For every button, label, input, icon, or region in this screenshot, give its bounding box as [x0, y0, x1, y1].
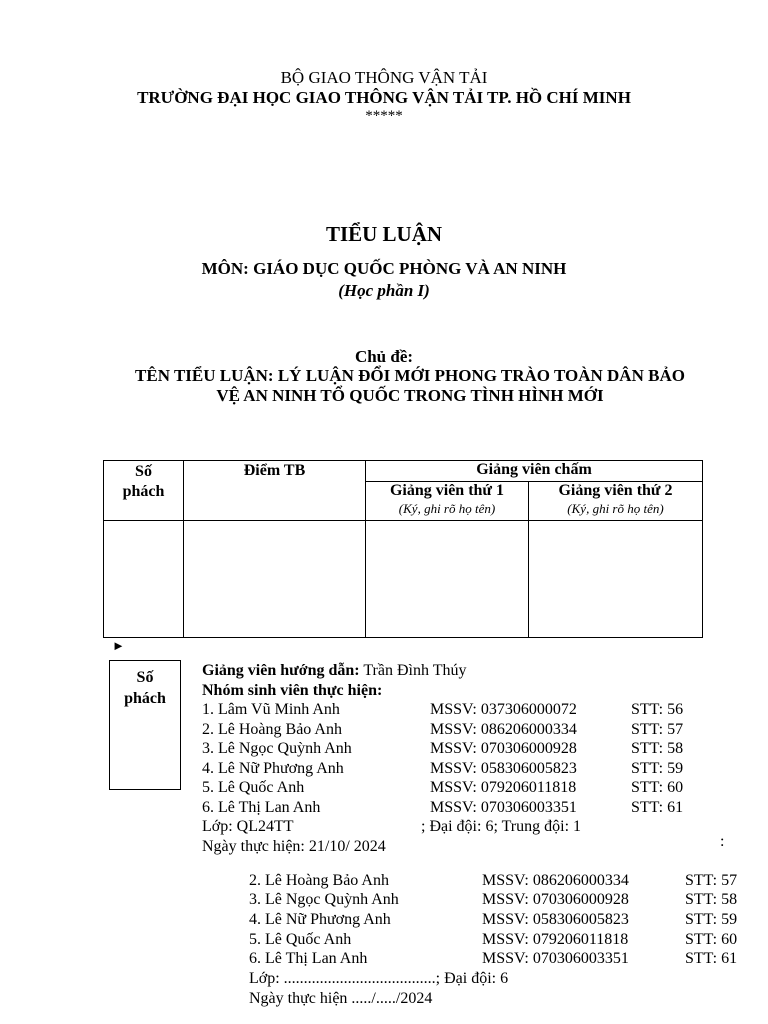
document-title: TIỂU LUẬN — [325, 222, 443, 246]
student-mssv: MSSV: 058306005823 — [430, 760, 577, 777]
group-label: Nhóm sinh viên thực hiện: — [202, 682, 383, 699]
student-name: 3. Lê Ngọc Quỳnh Anh — [202, 740, 352, 757]
subject-line: MÔN: GIÁO DỤC QUỐC PHÒNG VÀ AN NINH — [201, 259, 567, 278]
student-stt: STT: 57 — [631, 721, 684, 738]
gv1-sign-note: (Ký, ghi rõ họ tên) — [398, 501, 496, 517]
topic-title — [110, 366, 710, 406]
advisor-line — [202, 661, 466, 681]
cell-gv2 — [529, 521, 703, 638]
cell-diem-tb — [184, 521, 366, 638]
gv1-label: Giảng viên thứ 1 — [389, 482, 505, 500]
student-mssv: MSSV: 079206011818 — [430, 779, 577, 796]
ministry-name: BỘ GIAO THÔNG VẬN TẢI — [280, 68, 488, 87]
student-mssv: MSSV: 070306003351 — [482, 950, 629, 967]
student-stt: STT: 56 — [631, 701, 684, 718]
student-name: 6. Lê Thị Lan Anh — [249, 950, 368, 967]
student-stt: STT: 60 — [631, 779, 684, 796]
cell-gv1 — [366, 521, 529, 638]
student-name: 5. Lê Quốc Anh — [249, 931, 352, 948]
so-phach-box — [109, 660, 181, 790]
topic-line-2: VỆ AN NINH TỔ QUỐC TRONG TÌNH HÌNH MỚI — [216, 386, 604, 405]
stray-colon: : — [720, 833, 725, 850]
part-line: (Học phần I) — [338, 281, 430, 300]
student-mssv: MSSV: 070306003351 — [430, 799, 577, 816]
student-name: 5. Lê Quốc Anh — [202, 779, 305, 796]
student-name: 3. Lê Ngọc Quỳnh Anh — [249, 891, 399, 908]
header-so-phach — [104, 461, 184, 521]
student-stt: STT: 57 — [685, 872, 738, 889]
duplicate-class-line: Lớp: ......................................; Đại đội: 6 — [249, 970, 509, 987]
class-line: Lớp: QL24TT — [202, 818, 294, 835]
arrow-marker: ► — [112, 638, 125, 653]
student-name: 2. Lê Hoàng Bảo Anh — [249, 872, 389, 889]
student-mssv: MSSV: 086206000334 — [430, 721, 577, 738]
gv2-sign-note: (Ký, ghi rõ họ tên) — [567, 501, 664, 517]
student-stt: STT: 61 — [685, 950, 738, 967]
header-gv2 — [529, 482, 703, 521]
so-phach-box-line2: phách — [124, 690, 166, 707]
student-name: 4. Lê Nữ Phương Anh — [202, 760, 344, 777]
so-phach-box-line1: Số — [136, 669, 154, 686]
student-name: 6. Lê Thị Lan Anh — [202, 799, 321, 816]
header-diem-tb: Điểm TB — [184, 461, 366, 521]
student-mssv: MSSV: 058306005823 — [482, 911, 629, 928]
student-stt: STT: 59 — [685, 911, 738, 928]
university-name: TRƯỜNG ĐẠI HỌC GIAO THÔNG VẬN TẢI TP. HỒ CHÍ MINH — [137, 88, 631, 107]
grade-table — [103, 460, 703, 638]
header-so-phach-label: Số phách — [122, 463, 165, 500]
student-mssv: MSSV: 079206011818 — [482, 931, 629, 948]
unit-line: ; Đại đội: 6; Trung đội: 1 — [421, 818, 582, 835]
student-mssv: MSSV: 037306000072 — [430, 701, 577, 718]
header-giang-vien-cham: Giảng viên chấm — [366, 461, 703, 482]
student-stt: STT: 60 — [685, 931, 738, 948]
student-stt: STT: 58 — [631, 740, 684, 757]
student-mssv: MSSV: 070306000928 — [482, 891, 629, 908]
student-stt: STT: 61 — [631, 799, 684, 816]
cell-so-phach — [104, 521, 184, 638]
student-stt: STT: 58 — [685, 891, 738, 908]
topic-line-1: TÊN TIỂU LUẬN: LÝ LUẬN ĐỔI MỚI PHONG TRÀO TOÀN DÂN BẢO — [135, 366, 685, 385]
student-name: 2. Lê Hoàng Bảo Anh — [202, 721, 342, 738]
gv2-label: Giảng viên thứ 2 — [558, 482, 673, 500]
duplicate-date-line: Ngày thực hiện ...../...../2024 — [249, 990, 433, 1007]
header-stars: ***** — [365, 108, 403, 124]
student-mssv: MSSV: 086206000334 — [482, 872, 629, 889]
topic-label: Chủ đề: — [354, 347, 414, 366]
student-stt: STT: 59 — [631, 760, 684, 777]
student-name: 1. Lâm Vũ Minh Anh — [202, 701, 340, 718]
advisor-label: Giảng viên hướng dẫn: — [202, 662, 360, 679]
header-gv1 — [366, 482, 529, 521]
advisor-name: Trần Đình Thúy — [359, 662, 467, 679]
student-mssv: MSSV: 070306000928 — [430, 740, 577, 757]
student-name: 4. Lê Nữ Phương Anh — [249, 911, 391, 928]
date-line: Ngày thực hiện: 21/10/ 2024 — [202, 838, 386, 855]
